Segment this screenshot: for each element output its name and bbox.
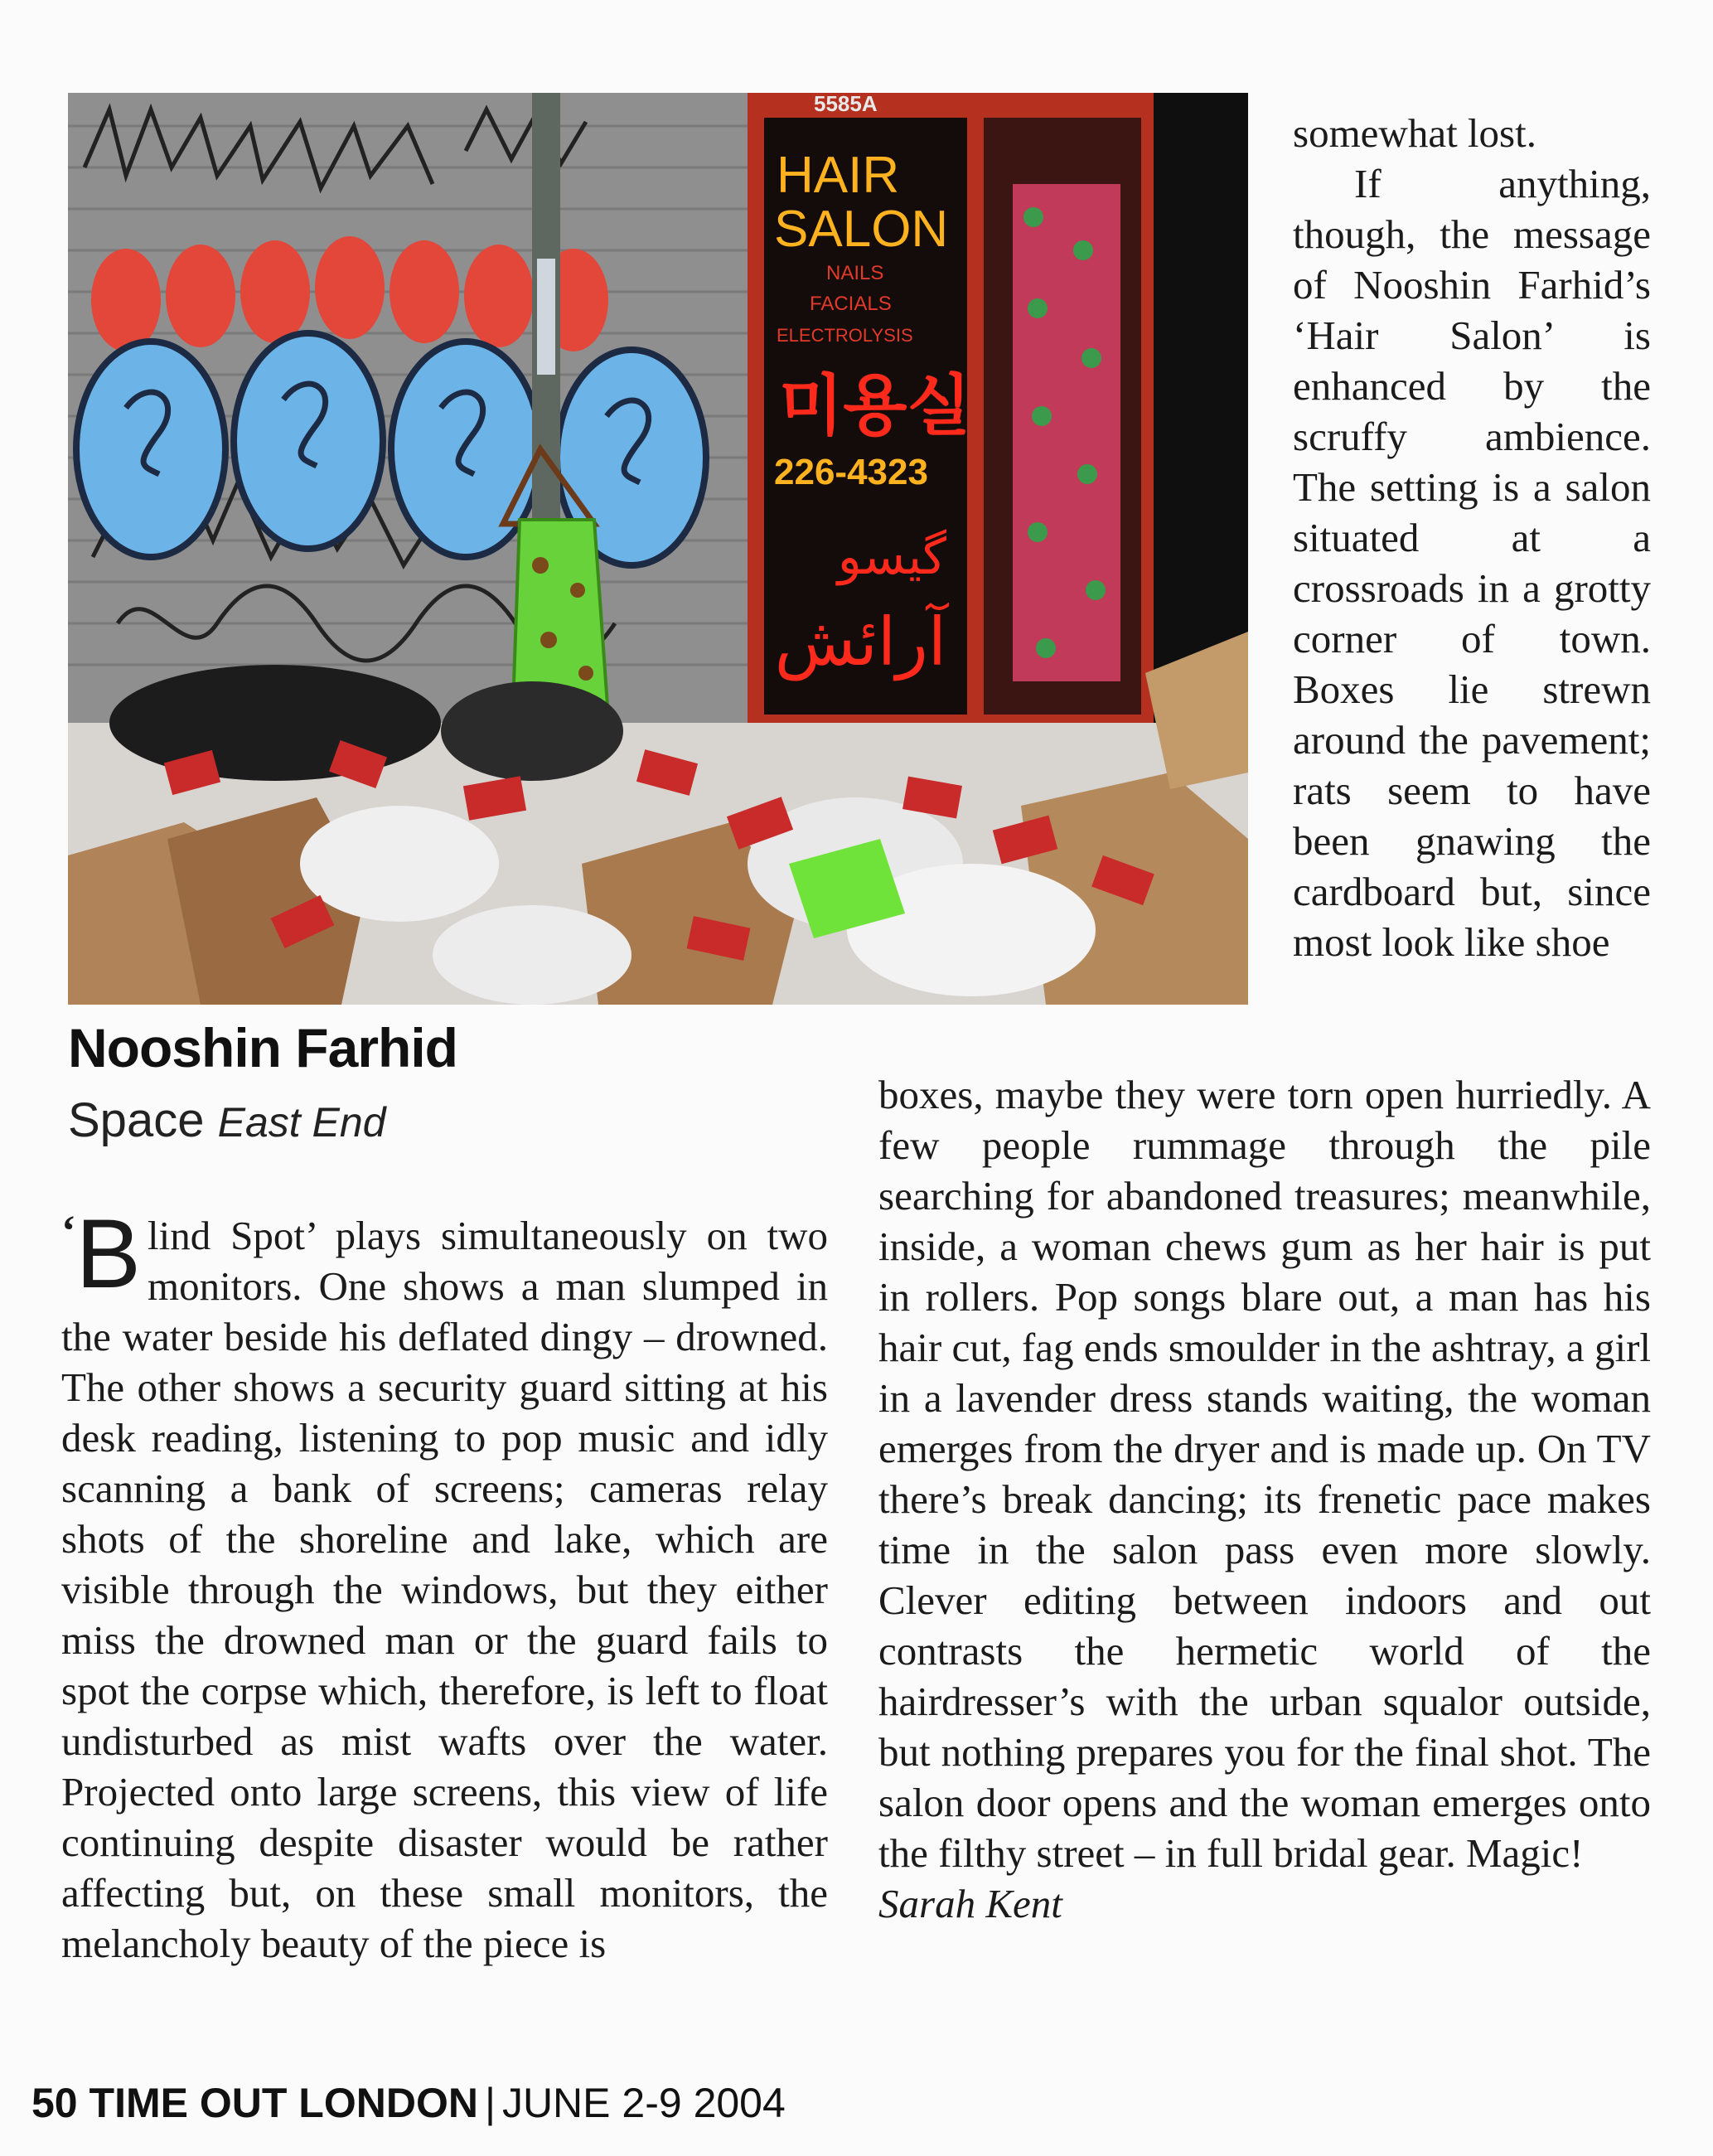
page-footer <box>31 2079 786 2127</box>
article-column-right-bottom <box>878 1069 1651 1929</box>
store-number: 5585A <box>814 93 878 116</box>
issue-date: JUNE 2-9 2004 <box>501 2080 786 2126</box>
sign-nails: NAILS <box>826 262 884 284</box>
sign-urdu-top: گیسو <box>837 528 946 586</box>
venue-name: Space <box>68 1093 205 1147</box>
venue-area: East End <box>217 1099 386 1146</box>
article-right-text: boxes, maybe they were torn open hurriedly. A few people rummage through the pile searching for abandoned treasures; meanwhile, inside, a woman chews gum as her hair is put in rollers. Pop songs blare out, a man has his hair cut, fag ends smoulder in the ashtray, a girl in a lavender dress stands waiting, the woman emerges from the dryer and is made up. On TV there’s break dancing; its frenetic pace makes time in the salon pass even more slowly. Clever editing between indoors and out contrasts the hermetic world of the hairdresser’s with the urban squalor outside, but nothing prepares you for the final shot. The salon door opens and the woman emerges onto the filthy street – in full bridal gear. Magic! <box>878 1072 1651 1876</box>
pole-sticker <box>537 259 555 375</box>
sign-urdu-main: آرائش <box>774 603 946 681</box>
sign-electrolysis: ELECTROLYSIS <box>777 325 913 346</box>
article-paragraph-start: If anything, though, the message of Nooshin Farhid’s ‘Hair Salon’ is enhanced by the scruffy ambience. The setting is a salon situated at a crossroads in a grotty corner of town. Boxes lie strewn around the pavement; rats seem to have been gnawing the cardboard but, since most look like shoe <box>1293 161 1651 965</box>
sign-hair: HAIR <box>777 147 900 204</box>
footer-separator: | <box>484 2080 496 2126</box>
door-curtain <box>1013 184 1120 681</box>
page-number: 50 <box>31 2080 78 2126</box>
artist-name: Nooshin Farhid <box>68 1017 457 1078</box>
dropcap-block <box>61 1199 142 1309</box>
opening-quote: ‘ <box>61 1208 76 1255</box>
sign-korean: 미용실 <box>779 367 971 444</box>
article-column-left <box>61 1199 828 1969</box>
venue-line <box>68 1093 386 1148</box>
article-left-text: lind Spot’ plays simultaneously on two monitors. One shows a man slumped in the water beside his deflated dingy – drowned. The other shows a security guard sitting at his desk reading, listening to pop music and idly scanning a bank of screens; cameras relay shots of the shoreline and lake, which are visible through the windows, but they either miss the drowned man or the guard fails to spot the corpse which, therefore, is left to float undisturbed as mist wafts over the water. Projected onto large screens, this view of life continuing despite disaster would be rather affecting but, on these small monitors, the melancholy beauty of the piece is <box>61 1213 828 1966</box>
drop-cap: B <box>75 1199 142 1309</box>
sign-phone: 226-4323 <box>774 452 928 492</box>
sign-facials: FACIALS <box>810 293 892 315</box>
article-column-right-top <box>1293 108 1651 967</box>
photo-illustration <box>68 93 1248 1005</box>
author-byline: Sarah Kent <box>878 1881 1062 1926</box>
sign-salon: SALON <box>774 201 949 258</box>
article-paragraph-end: somewhat lost. <box>1293 110 1536 156</box>
hair-salon-photo <box>68 93 1248 1005</box>
publication-name: TIME OUT LONDON <box>89 2080 478 2126</box>
